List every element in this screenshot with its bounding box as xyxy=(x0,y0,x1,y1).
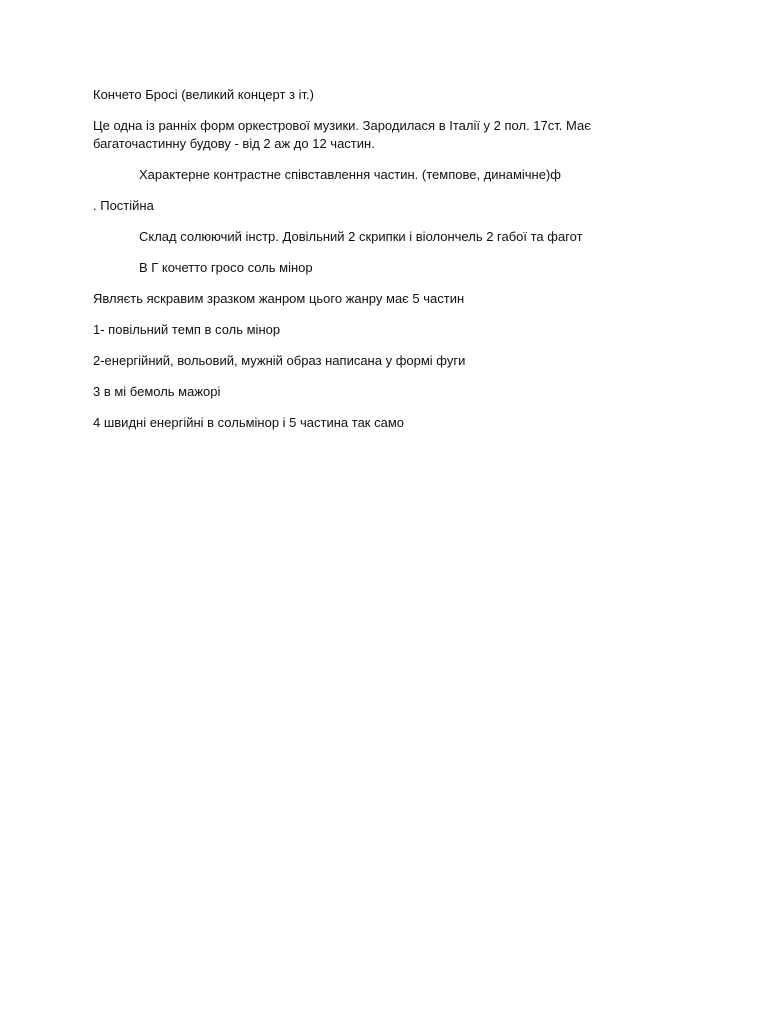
paragraph-contrast: Характерне контрастне співставлення частин. (темпове, динамічне)ф xyxy=(139,167,561,182)
paragraph-intro: Це одна із ранніх форм оркестрової музики. Зародилася в Італії у 2 пол. 17ст. Має багаточастинну будову - від 2 аж до 12 частин. xyxy=(93,118,591,151)
paragraph-part-2: 2-енергійний, вольовий, мужній образ написана у формі фуги xyxy=(93,353,466,368)
paragraph-part-4-5: 4 швидні енергійні в сольмінор і 5 частина так само xyxy=(93,415,405,430)
paragraph-example: Являєть яскравим зразком жанром цього жанру має 5 частин xyxy=(93,291,465,306)
paragraph-g-minor: В Г кочетто гросо соль мінор xyxy=(139,260,313,275)
paragraph-part-3: 3 в мі бемоль мажорі xyxy=(93,384,221,399)
document-body xyxy=(93,86,613,445)
paragraph-constant: . Постійна xyxy=(93,198,154,213)
paragraph-soloists: Склад солюючий інстр. Довільний 2 скрипки і віолончель 2 габої та фагот xyxy=(139,229,583,244)
paragraph-part-1: 1- повільний темп в соль мінор xyxy=(93,322,281,337)
paragraph-title: Кончето Бросі (великий концерт з іт.) xyxy=(93,87,314,102)
